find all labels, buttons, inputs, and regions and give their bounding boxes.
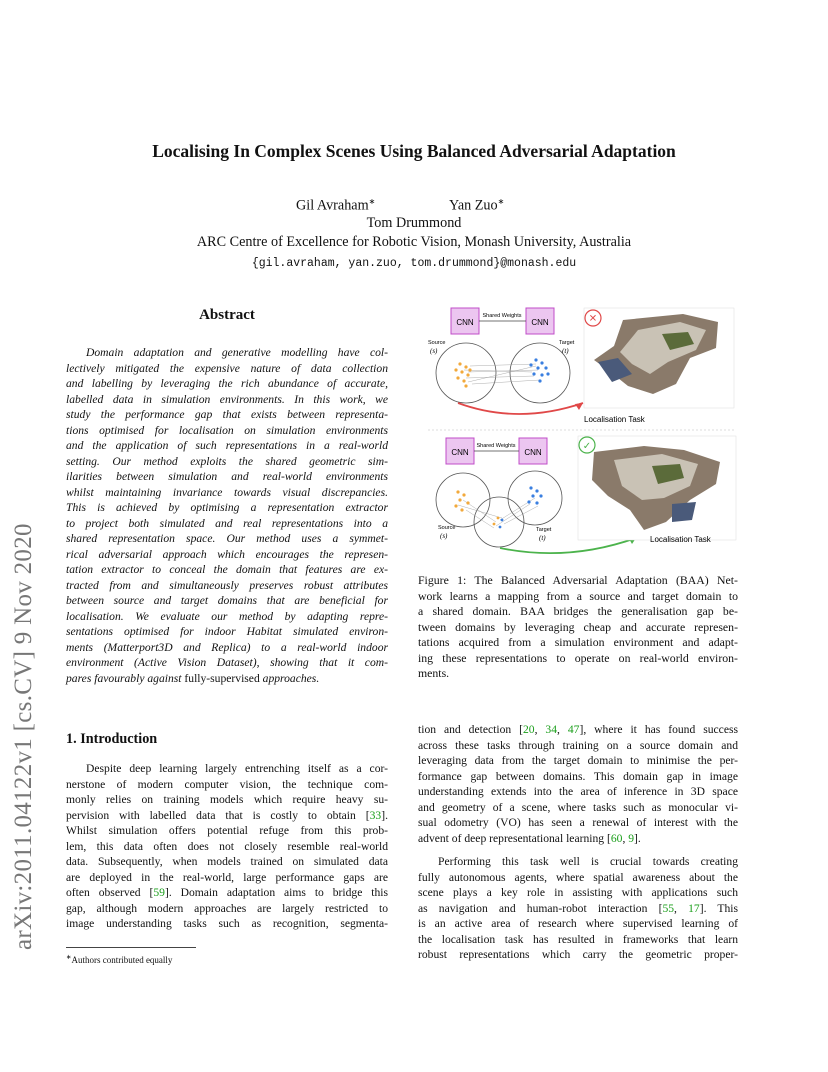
author-2: Yan Zuo∗ [449, 197, 505, 214]
intro-line: advent of deep representational learning [60, 9]. [418, 831, 641, 845]
abstract-line: lectively mitigated the expensive nature of data collection [66, 361, 388, 375]
abstract-line: and the application of such representations in a real-world [66, 439, 388, 452]
intro-paragraph-1 [66, 761, 388, 932]
intro-line: often observed [59]. Domain adaptation aims to bridge this [66, 886, 388, 899]
intro-line: tion and detection [20, 34, 47], where it has found success [418, 723, 738, 736]
intro-line: across these tasks through training on a source domain and [418, 738, 738, 752]
abstract-line: tracted from and simultaneously preserves robust attributes [66, 578, 388, 592]
target-label: Target [536, 527, 552, 533]
abstract-line: sentations optimised for indoor Habitat simulated environ- [66, 625, 388, 638]
abstract-line: environment (Active Vision Dataset), showing that it com- [66, 656, 388, 669]
arxiv-sidebar [10, 523, 37, 951]
abstract-line: ments (Matterport3D and Replica) to a real-world indoor [66, 640, 388, 654]
localisation-map-success [578, 436, 736, 540]
intro-line: understanding extends into the area of inference in 3D space [418, 785, 738, 798]
abstract-line: labelled data in simulation environments. In this work, we [66, 392, 388, 406]
shared-domain-circle [474, 497, 524, 547]
fail-arrow [458, 403, 583, 414]
source-symbol: (s) [430, 347, 438, 355]
shared-weights-label: Shared Weights [476, 443, 516, 449]
footnote: ∗Authors contributed equally [66, 954, 173, 965]
intro-line: robust representations which carry the geometric proper- [418, 948, 738, 961]
fail-arrowhead [575, 403, 583, 410]
intro-line: Whilst simulation offers potential refuge from this prob- [66, 824, 388, 837]
task-label: Localisation Task [584, 415, 645, 424]
ok-arrow [500, 538, 636, 553]
caption-line: ments. [418, 666, 450, 680]
intro-line: Despite deep learning largely entrenching itself as a cor- [86, 762, 388, 775]
target-points [529, 358, 549, 382]
intro-line: gap, although modern approaches are largely restricted to [66, 901, 388, 915]
ok-check: ✓ [582, 441, 592, 452]
intro-line: the localisation task has resulted in frameworks that learn [418, 932, 738, 946]
abstract-line: localisation. We evaluate our method by adapting repre- [66, 609, 388, 623]
intro-line: and geometry of a scene, where tasks such as monocular vi- [418, 800, 738, 814]
abstract-line-last: pares favourably against fully-supervised approaches. [66, 671, 320, 685]
intro-line: nerstone of modern computer vision, the technique com- [66, 777, 388, 791]
abstract-line: Domain adaptation and generative modelling have col- [86, 346, 388, 359]
footnote-rule [66, 947, 196, 948]
intro-line: lem, this data often does not closely resemble real-world [66, 839, 388, 853]
abstract-line: setting. Our method exploits the shared geometric sim- [66, 454, 388, 468]
paper-title: Localising In Complex Scenes Using Balanced Adversarial Adaptation [152, 141, 676, 161]
intro-line: leveraging data from the target domain to minimise the per- [418, 754, 738, 767]
intro-line: as navigation and human-robot interaction [55, 17]. This [418, 901, 739, 915]
abstract-heading: Abstract [199, 307, 255, 323]
caption-line: work learns a mapping from a source and target domain to [418, 588, 738, 603]
intro-line: image understanding tasks such as recognition, segmenta- [66, 917, 388, 930]
localisation-map-fail [584, 308, 734, 408]
intro-paragraph-2 [418, 854, 738, 963]
caption-line: a shared domain. BAA bridges the generalisation gap be- [418, 604, 738, 618]
shared-weights-label: Shared Weights [482, 313, 522, 319]
cnn-label: CNN [531, 318, 549, 327]
caption-line: Figure 1: The Balanced Adversarial Adaptation (BAA) Net- [418, 573, 738, 587]
target-label: Target [559, 340, 575, 346]
abstract-line: study the performance gap that exists between representa- [66, 408, 388, 421]
cnn-label: CNN [451, 448, 469, 457]
intro-line: fully autonomous agents, where spatial awareness about the [418, 870, 738, 884]
target-symbol: (t) [539, 534, 546, 542]
abstract-line: and labelling by leveraging the rich abundance of accurate, [66, 377, 388, 390]
source-label: Source [428, 340, 446, 346]
intro-line: formance gap between domains. This domain gap in image [418, 769, 738, 783]
target-points [499, 486, 543, 528]
abstract-line: between source and target domains that are beneficial for [66, 594, 388, 607]
target-domain-circle [510, 343, 570, 403]
intro-line: data. Subsequently, when models trained on simulated data [66, 855, 388, 868]
author-3: Tom Drummond [366, 215, 462, 231]
source-label: Source [438, 525, 456, 531]
source-domain-circle [436, 343, 496, 403]
intro-line: pervision with labelled data that is costly to obtain [33]. [66, 808, 388, 822]
mapping-lines [464, 364, 540, 384]
intro-line: monly relies on training models which require heavy su- [66, 793, 388, 806]
section-heading: 1. Introduction [66, 731, 158, 747]
task-label: Localisation Task [650, 535, 711, 544]
abstract-line: whilst maintaining invariance towards visual discrepancies. [66, 485, 388, 499]
cnn-label: CNN [456, 318, 474, 327]
figure-panel-fail [428, 308, 734, 424]
target-symbol: (t) [562, 347, 569, 355]
arxiv-id: arXiv:2011.04122v1 [cs.CV] 9 Nov 2020 [10, 523, 37, 950]
figure-caption [418, 573, 738, 682]
cnn-label: CNN [524, 448, 542, 457]
figure-panel-success [436, 436, 736, 553]
author-1: Gil Avraham∗ [296, 197, 376, 214]
abstract-line: tions optimised for localisation on simulation environments [66, 423, 388, 437]
fail-cross: ✕ [588, 313, 598, 325]
abstract-line: ilarities between simulation and real-world environments [66, 470, 388, 483]
intro-line: scene plays a key role in assisting with applications such [418, 886, 738, 899]
abstract-body [66, 345, 388, 686]
source-points [454, 490, 499, 525]
abstract-line: tation extractor to conceal the domain that features are ex- [66, 563, 388, 576]
abstract-line: to project both simulated and real representations into a [66, 516, 388, 530]
intro-line: sual odometry (VO) has seen a renewal of interest with the [418, 816, 738, 829]
caption-line: tween domains by leveraging cheap and accurate represen- [418, 619, 738, 634]
abstract-line: This is achieved by optimising a representation extractor [66, 501, 388, 514]
caption-line: tations acquired from a simulation environment and adapt- [418, 635, 738, 649]
caption-line: ing these representations to operate on real-world environ- [418, 650, 738, 665]
intro-paragraph-1-cont [418, 722, 738, 846]
figure-1-diagram [418, 300, 744, 562]
intro-line: are deployed in the real-world, large performance gaps are [66, 870, 388, 884]
abstract-line: shared representation space. Our method uses a symmet- [66, 532, 388, 545]
affiliation: ARC Centre of Excellence for Robotic Vision, Monash University, Australia [196, 234, 632, 250]
source-points [454, 362, 471, 387]
source-symbol: (s) [440, 532, 448, 540]
intro-line: is an active area of research where supervised learning of [418, 917, 738, 930]
abstract-line: rical adversarial approach which encourages the represen- [66, 547, 388, 561]
email: {gil.avraham, yan.zuo, tom.drummond}@monash.edu [251, 257, 577, 270]
intro-line: Performing this task well is crucial towards creating [438, 855, 738, 868]
